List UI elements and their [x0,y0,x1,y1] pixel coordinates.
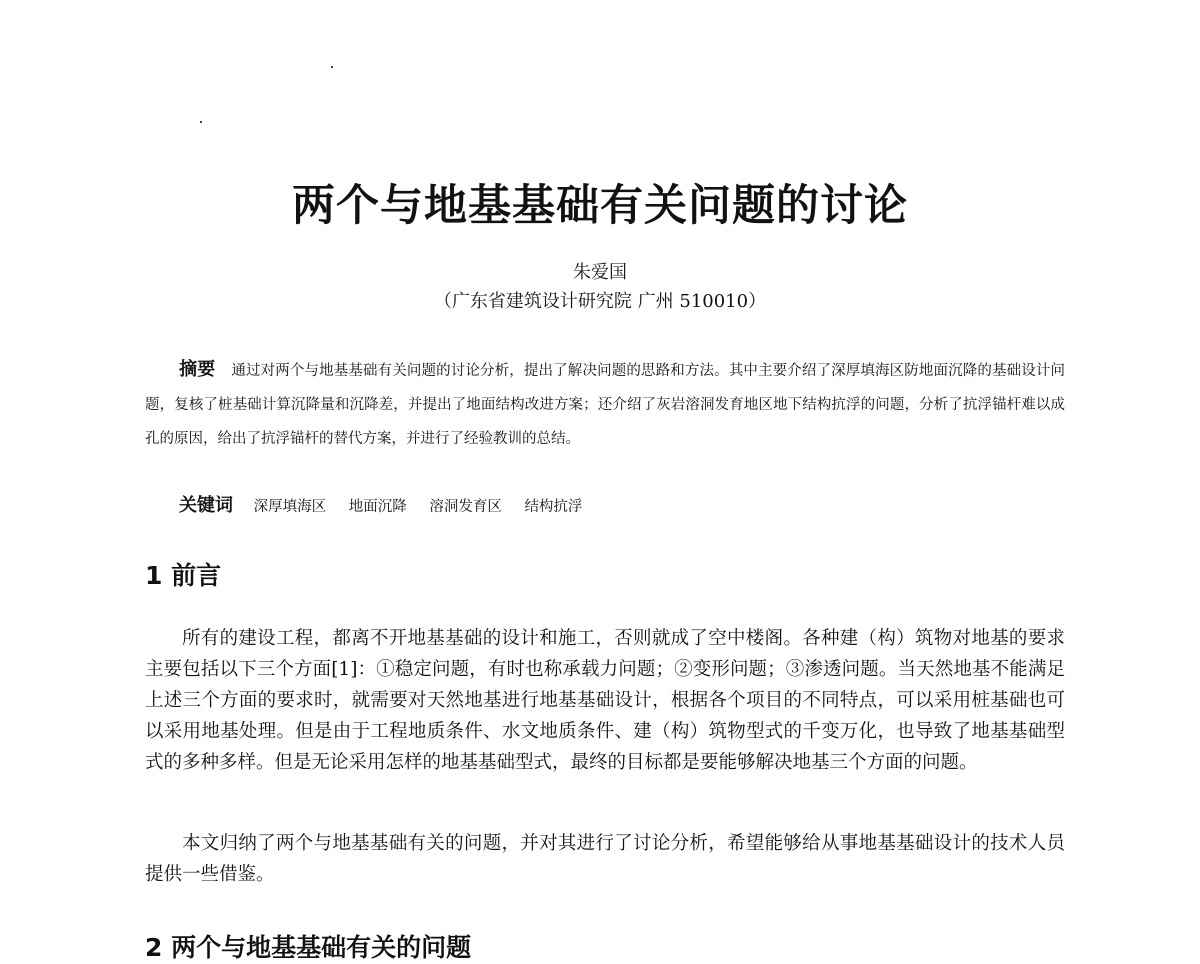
abstract-label: 摘要 [179,359,216,380]
section1-paragraph-2 [145,828,1065,890]
section-heading-1: 1 前言 [145,561,222,590]
scan-speck [200,121,202,123]
abstract-text: 通过对两个与地基基础有关问题的讨论分析，提出了解决问题的思路和方法。其中主要介绍了深厚填海区防地面沉降的基础设计问题，复核了桩基础计算沉降量和沉降差，并提出了地面结构改进方案；还介绍了灰岩溶洞发育地区地下结构抗浮的问题，分析了抗浮锚杆难以成孔的原因，给出了抗浮锚杆的替代方案，并进行了经验教训的总结。 [145,363,1066,447]
paper-affiliation: （广东省建筑设计研究院 广州 510010） [433,291,767,312]
keywords-block [179,489,600,524]
abstract-block [145,353,1065,456]
scan-speck [331,66,333,68]
keyword: 溶洞发育区 [429,499,502,515]
keywords-label: 关键词 [179,495,233,516]
section-heading-2: 2 两个与地基基础有关的问题 [145,933,472,962]
keyword: 结构抗浮 [524,499,583,515]
paper-author: 朱爱国 [573,262,627,283]
keyword: 深厚填海区 [253,499,327,515]
section1-paragraph-1 [145,623,1065,778]
paragraph-text: 本文归纳了两个与地基基础有关的问题，并对其进行了讨论分析，希望能够给从事地基基础设计的技术人员提供一些借鉴。 [145,833,1065,885]
paper-title: 两个与地基基础有关问题的讨论 [292,181,908,231]
keyword: 地面沉降 [348,499,407,515]
paragraph-text: 所有的建设工程，都离不开地基基础的设计和施工，否则就成了空中楼阁。各种建（构）筑物对地基的要求主要包括以下三个方面[1]：①稳定问题，有时也称承载力问题；②变形问题；③渗透问题。当天然地基不能满足上述三个方面的要求时，就需要对天然地基进行地基基础设计，根据各个项目的不同特点，可以采用桩基础也可以采用地基处理。但是由于工程地质条件、水文地质条件、建（构）筑物型式的千变万化，也导致了地基基础型式的多种多样。但是无论采用怎样的地基基础型式，最终的目标都是要能够解决地基三个方面的问题。 [145,628,1065,773]
